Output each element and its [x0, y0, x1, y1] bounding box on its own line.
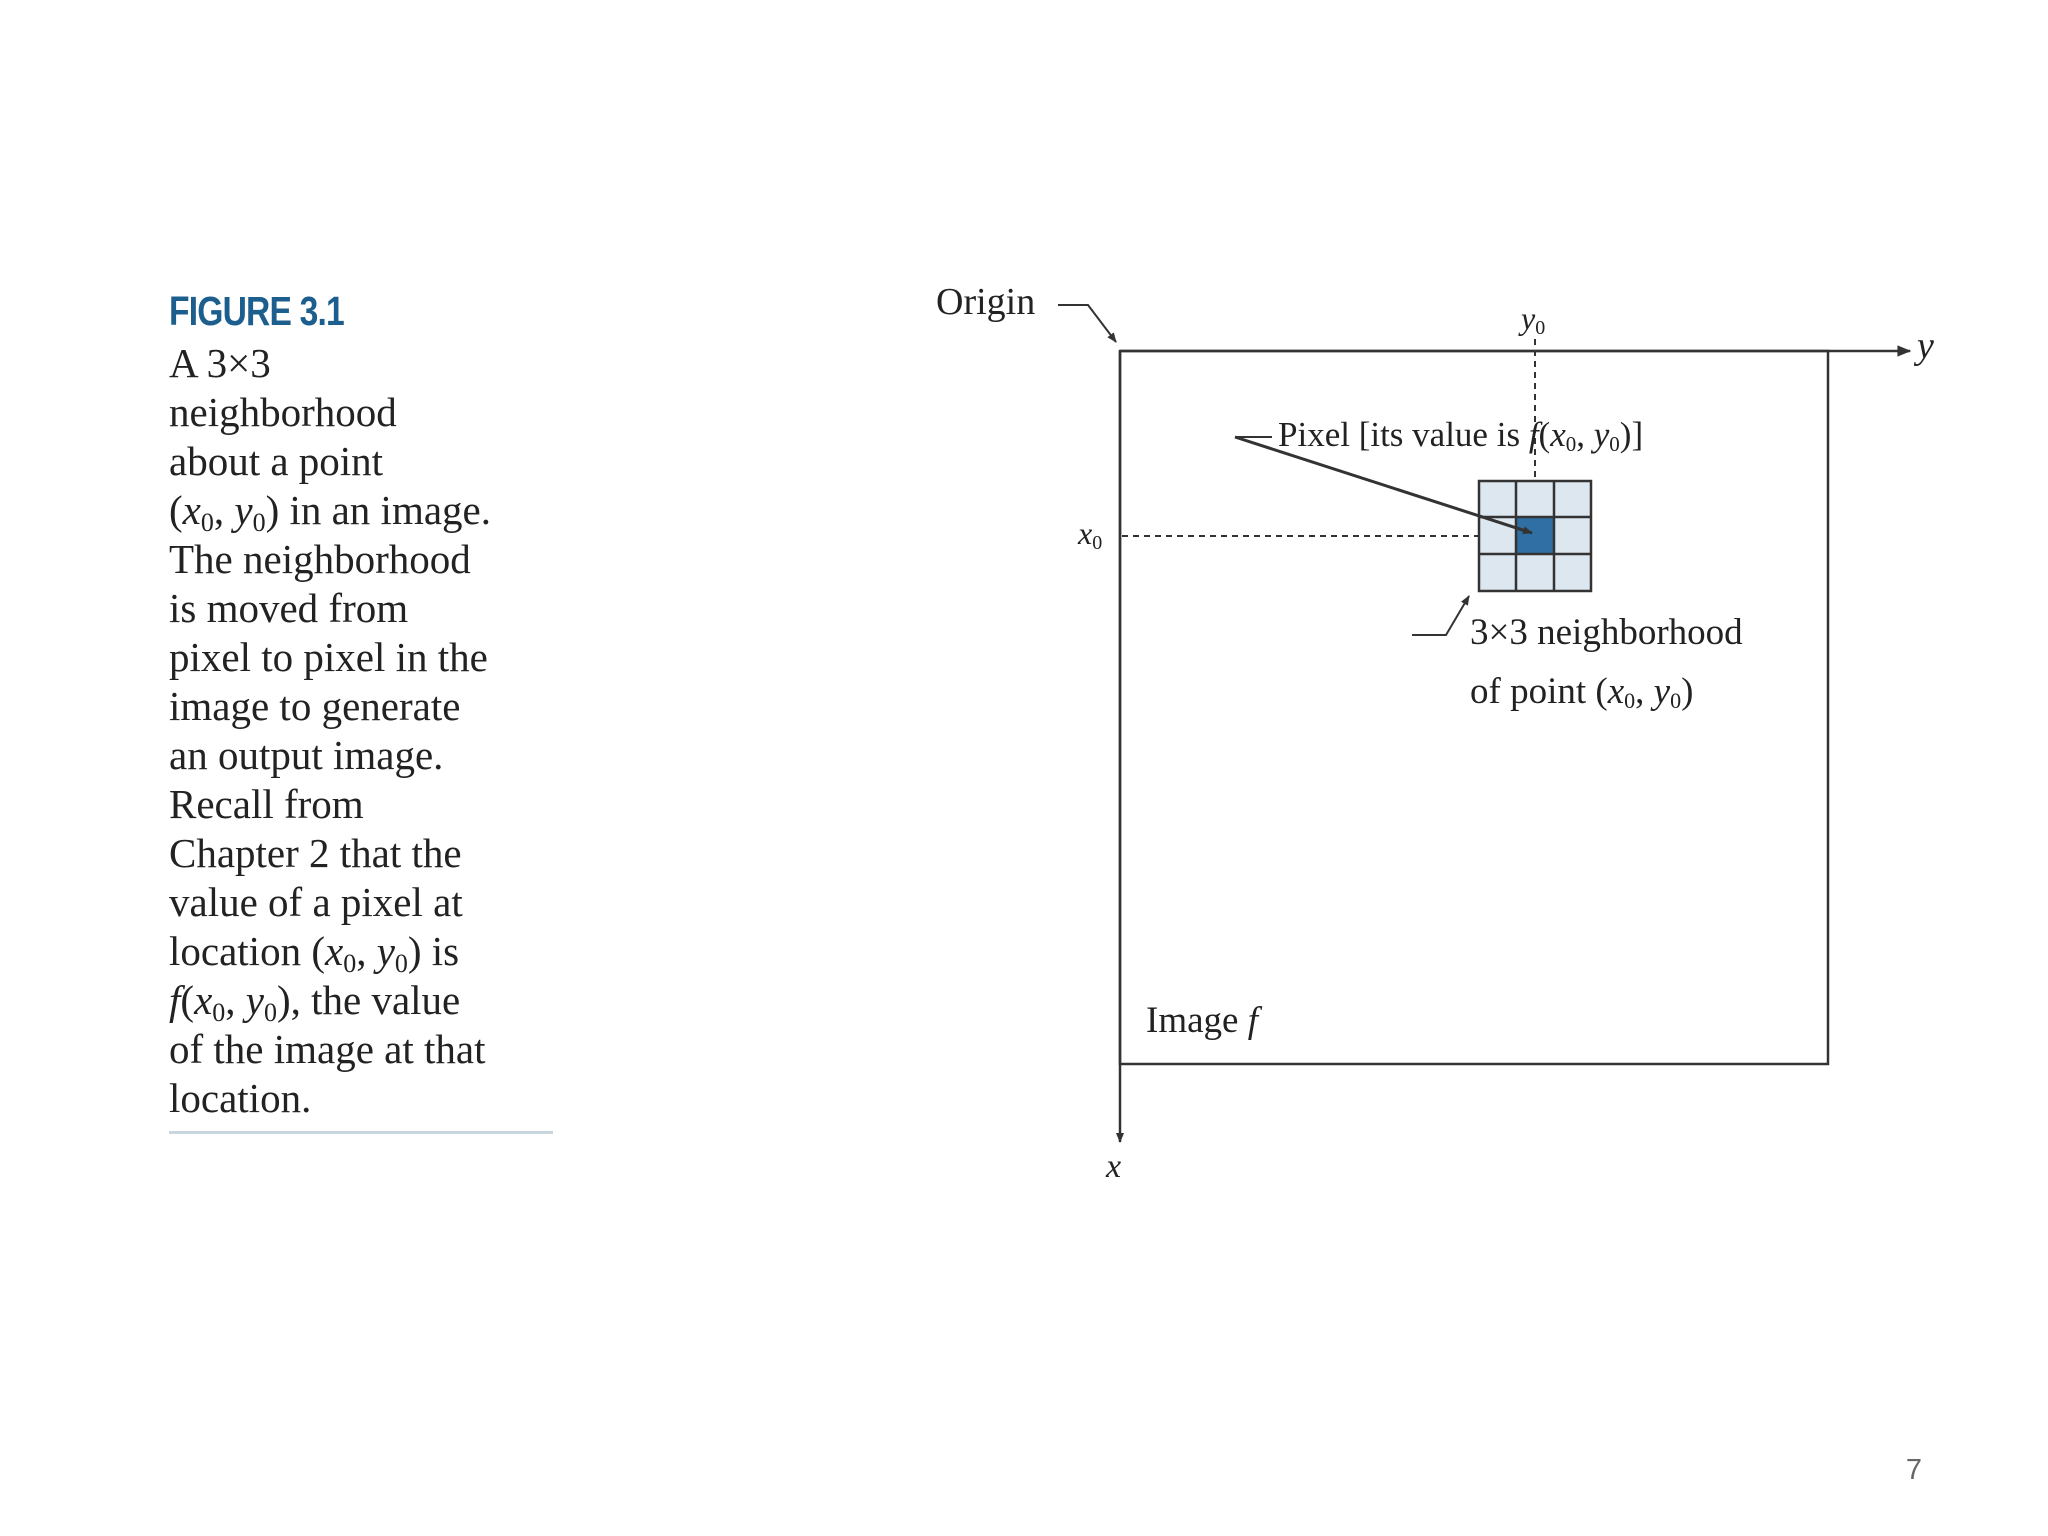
- y-axis-label: y: [1917, 325, 1934, 367]
- x0-label: x0: [1078, 515, 1103, 554]
- caption-line: of the image at that: [169, 1026, 486, 1072]
- caption-line: an output image.: [169, 732, 444, 778]
- caption-line: Recall from: [169, 781, 364, 827]
- neighborhood-grid: [1479, 481, 1591, 591]
- page-number: 7: [1905, 1454, 1922, 1486]
- origin-label: Origin: [936, 281, 1036, 323]
- caption-line: A 3×3: [169, 340, 271, 386]
- caption-line: pixel to pixel in the: [169, 634, 488, 680]
- caption-line: image to generate: [169, 683, 461, 729]
- caption-line: location ($x_0$, $y_0$) is: [169, 928, 460, 978]
- caption-line: value of a pixel at: [169, 879, 463, 925]
- x-axis-label: x: [1106, 1148, 1122, 1185]
- y0-label: y0: [1521, 300, 1546, 339]
- caption-line: ($x_0$, $y_0$) in an image.: [169, 487, 491, 537]
- neighborhood-pointer: [1412, 596, 1469, 635]
- caption-line: location.: [169, 1075, 312, 1121]
- image-label: Image f: [1146, 1000, 1258, 1041]
- center-pixel: [1517, 518, 1554, 554]
- caption-line: neighborhood: [169, 389, 397, 435]
- caption-line: is moved from: [169, 585, 409, 631]
- neighborhood-label-line1: 3×3 neighborhood: [1470, 612, 1743, 653]
- caption-line: $f(x_0$, $y_0$), the value: [169, 977, 461, 1027]
- caption-line: Chapter 2 that the: [169, 830, 462, 876]
- caption-line: about a point: [169, 438, 384, 484]
- neighborhood-label-line2: of point (x0, y0): [1470, 671, 1694, 713]
- figure-label: FIGURE 3.1: [169, 288, 344, 334]
- pixel-label: Pixel [its value is f(x0, y0)]: [1278, 415, 1644, 456]
- caption-line: The neighborhood: [169, 536, 471, 582]
- origin-pointer: [1058, 305, 1116, 342]
